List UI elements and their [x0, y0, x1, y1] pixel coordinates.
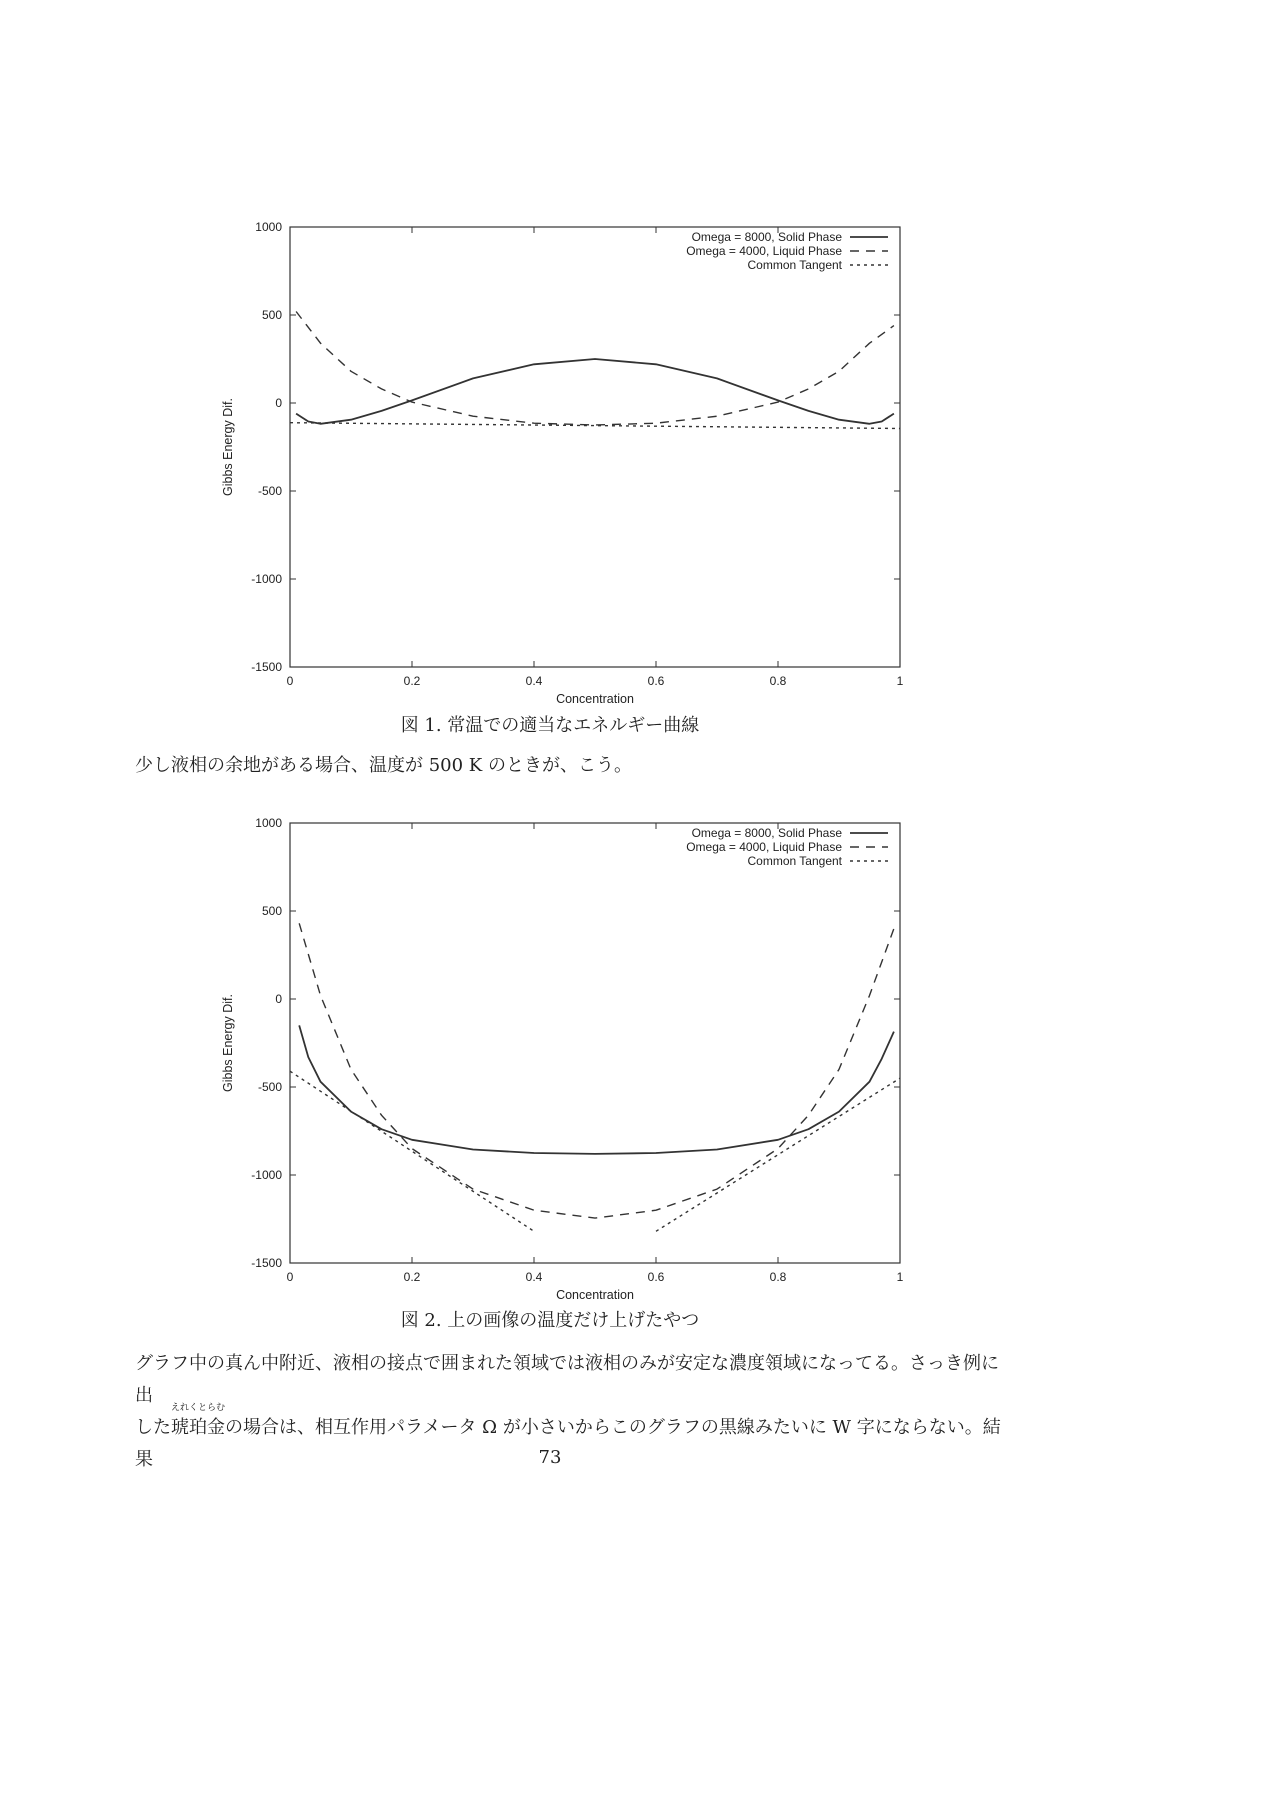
- chart-2-y-tick-label: -1000: [251, 1168, 282, 1182]
- chart-2-y-tick-label: 1000: [255, 816, 282, 830]
- chart-2-y-axis-label: Gibbs Energy Dif.: [221, 994, 235, 1092]
- chart-2-x-axis-label: Concentration: [556, 1288, 634, 1302]
- chart-1-legend-label: Omega = 4000, Liquid Phase: [686, 244, 842, 258]
- chart-2-x-tick-label: 1: [896, 1270, 904, 1284]
- chart-1-x-tick-label: 0.8: [769, 674, 787, 688]
- figure-2-caption: 図 2. 上の画像の温度だけ上げたやつ: [400, 1310, 700, 1331]
- chart-1-x-tick-label: 0.2: [403, 674, 421, 688]
- chart-1-y-tick-label: 500: [261, 308, 282, 322]
- figure-1-chart: [210, 220, 910, 706]
- ruby-base: 琥珀金: [171, 1417, 225, 1438]
- chart-1-legend-label: Omega = 8000, Solid Phase: [691, 230, 842, 244]
- chart-1-series-dotted: [290, 423, 900, 429]
- chart-2-plot-frame: [290, 823, 900, 1263]
- chart-1-y-tick-label: 0: [275, 396, 282, 410]
- chart-1-y-tick-label: -1000: [251, 572, 282, 586]
- chart-2-series-dotted: [656, 1078, 900, 1231]
- ruby-word: [171, 1403, 226, 1444]
- chart-2-y-tick-label: -500: [257, 1080, 282, 1094]
- chart-1-y-axis-label: Gibbs Energy Dif.: [221, 398, 235, 496]
- page-number: 73: [538, 1447, 562, 1468]
- chart-2-series-dashed: [299, 923, 894, 1218]
- chart-2-x-tick-label: 0: [286, 1270, 294, 1284]
- paragraph-2-line-1: グラフ中の真ん中附近、液相の接点で囲まれた領域では液相のみが安定な濃度領域になってる。さっき例に出: [135, 1353, 999, 1406]
- chart-1-y-tick-label: -500: [257, 484, 282, 498]
- chart-2-y-tick-label: 0: [275, 992, 282, 1006]
- chart-2-x-tick-label: 0.6: [647, 1270, 665, 1284]
- chart-2-legend-label: Omega = 8000, Solid Phase: [691, 826, 842, 840]
- chart-1-x-tick-label: 0: [286, 674, 294, 688]
- chart-2-legend-label: Common Tangent: [747, 854, 842, 868]
- figure-1-svg: [210, 220, 910, 706]
- paragraph-2-line-2-before: した: [135, 1417, 171, 1438]
- ruby-reading: えれくとらむ: [171, 1403, 226, 1413]
- figure-2-chart: [210, 816, 910, 1302]
- chart-1-x-tick-label: 1: [896, 674, 904, 688]
- chart-2-y-tick-label: 500: [261, 904, 282, 918]
- chart-2-y-tick-label: -1500: [251, 1256, 282, 1270]
- chart-1-x-axis-label: Concentration: [556, 692, 634, 706]
- chart-2-x-tick-label: 0.2: [403, 1270, 421, 1284]
- paragraph-2-line-2-after: の場合は、相互作用パラメータ Ω が小さいからこのグラフの黒線みたいに W 字にならない。結果: [135, 1417, 1001, 1470]
- chart-1-y-tick-label: -1500: [251, 660, 282, 674]
- chart-1-y-tick-label: 1000: [255, 220, 282, 234]
- chart-1-x-tick-label: 0.6: [647, 674, 665, 688]
- chart-2-x-tick-label: 0.4: [525, 1270, 543, 1284]
- chart-2-series-solid: [299, 1025, 894, 1154]
- figure-2-svg: [210, 816, 910, 1302]
- chart-1-x-tick-label: 0.4: [525, 674, 543, 688]
- chart-1-legend-label: Common Tangent: [747, 258, 842, 272]
- chart-2-legend-label: Omega = 4000, Liquid Phase: [686, 840, 842, 854]
- chart-1-series-dashed: [296, 312, 894, 426]
- paragraph-1: 少し液相の余地がある場合、温度が 500 K のときが、こう。: [135, 755, 632, 776]
- figure-1-caption: 図 1. 常温での適当なエネルギー曲線: [400, 715, 700, 736]
- chart-1-plot-frame: [290, 227, 900, 667]
- chart-2-x-tick-label: 0.8: [769, 1270, 787, 1284]
